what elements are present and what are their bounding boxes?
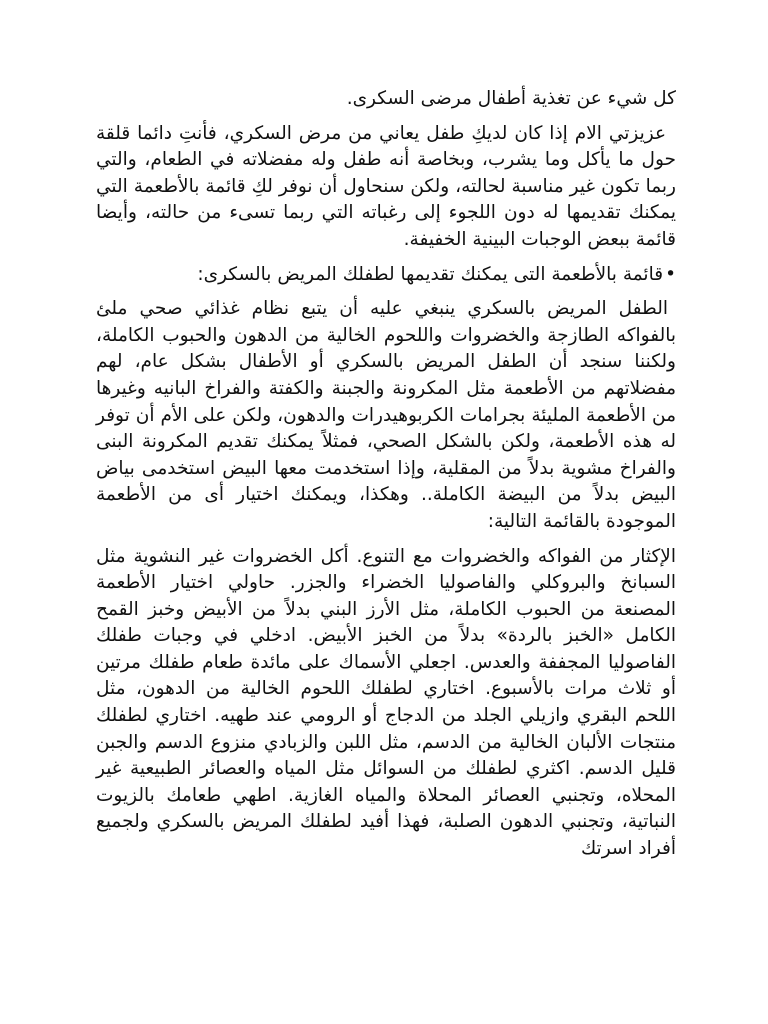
body-paragraph-2: الإكثار من الفواكه والخضروات مع التنوع. أكل الخضروات غير النشوية مثل السبانخ والبروكلي والفاصوليا الخضراء والجزر. حاولي اختيار الأطعمة المصنعة من الحبوب الكاملة، مثل الأرز البني بدلاً من الأبيض وخبز القمح الكامل «الخبز بالردة» بدلاً من الخبز الأبيض. ادخلي في وجبات طفلك الفاصوليا المجففة والعدس. اجعلي الأسماك على مائدة طعام طفلك مرتين أو ثلاث مرات بالأسبوع. اختاري لطفلك اللحوم الخالية من الدهون، مثل اللحم البقري وازيلي الجلد من الدجاج أو الرومي عند طهيه. اختاري لطفلك منتجات الألبان الخالية من الدسم، مثل اللبن والزبادي منزوع الدسم والجبن قليل الدسم. اكثري لطفلك من السوائل مثل المياه والعصائر الطبيعية غير المحلاه، وتجنبي العصائر المحلاة والمياه الغازية. اطهي طعامك بالزيوت النباتية، وتجنبي الدهون الصلبة، فهذا أفيد لطفلك المريض بالسكري ولجميع أفراد اسرتك [96, 545, 676, 860]
bullet-heading: قائمة بالأطعمة التى يمكنك تقديمها لطفلك المريض بالسكرى: [197, 263, 664, 285]
document-page [96, 86, 676, 863]
body-paragraph-1: الطفل المريض بالسكري ينبغي عليه أن يتبع نظام غذائي صحي ملئ بالفواكه الطازجة والخضروات واللحوم الخالية من الدهون والحبوب الكاملة، ولكننا سنجد أن الطفل المريض بالسكري أو الأطفال بشكل عام، لهم مفضلاتهم من الأطعمة مثل المكرونة والجبنة والكفتة والفراخ البانيه وغيرها من الأطعمة المليئة بجرامات الكربوهيدرات والدهون، ولكن على الأم أن توفر له هذه الأطعمة، ولكن بالشكل الصحي، فمثلاً يمكنك تقديم المكرونة البنى والفراخ مشوية بدلاً من المقلية، وإذا استخدمت معها البيض استخدمى بياض البيض بدلاً من البيضة الكاملة.. وهكذا، ويمكنك اختيار أى من الأطعمة الموجودة بالقائمة التالية: [96, 298, 676, 532]
document-title: كل شيء عن تغذية أطفال مرضى السكرى. [346, 88, 676, 109]
bullet-icon: • [665, 263, 676, 285]
bullet-heading-line [96, 262, 676, 289]
intro-paragraph: عزيزتي الام إذا كان لديكِ طفل يعاني من مرض السكري، فأنتِ دائما قلقة حول ما يأكل وما يشرب، وبخاصة أنه طفل وله مفضلاته في الطعام، والتي ربما تكون غير مناسبة لحالته، ولكن سنحاول أن نوفر لكِ قائمة بالأطعمة التي يمكنك تقديمها له دون اللجوء إلى رغباته التي ربما تسىء من حالته، وأيضا قائمة ببعض الوجبات البينية الخفيفة. [96, 122, 676, 250]
